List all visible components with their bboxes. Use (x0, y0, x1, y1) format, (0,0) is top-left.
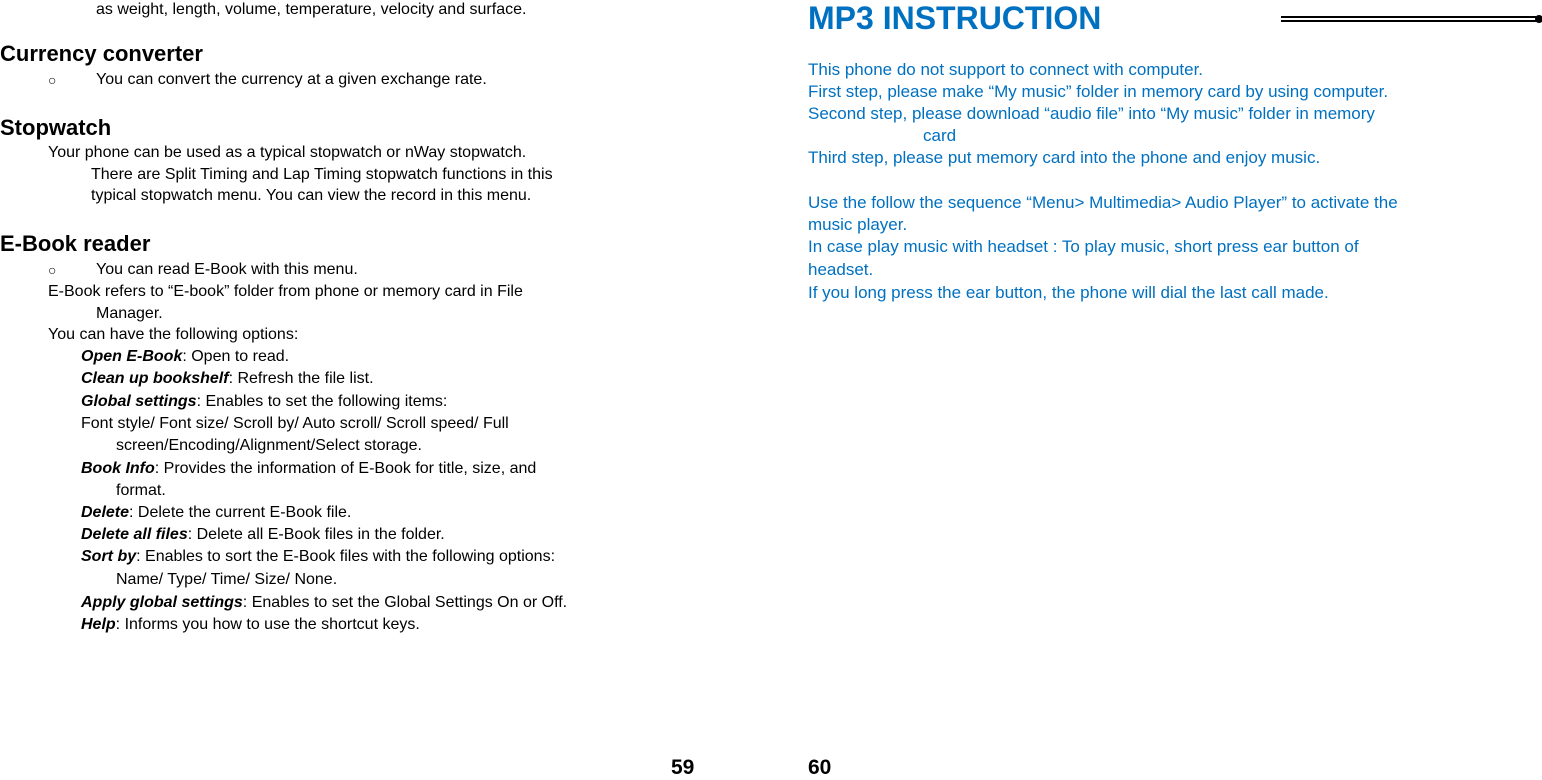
option-apply-global-settings: Apply global settings: Enables to set the Global Settings On or Off. (81, 594, 568, 611)
option-delete: Delete: Delete the current E-Book file. (81, 504, 352, 521)
option-delete-all-files: Delete all files: Delete all E-Book files in the folder. (81, 526, 445, 543)
mp3-line-7: music player. (808, 215, 908, 234)
mp3-line-5: Third step, please put memory card into the phone and enjoy music. (808, 148, 1321, 167)
stopwatch-line-1: Your phone can be used as a typical stopwatch or nWay stopwatch. (48, 144, 527, 161)
mp3-line-2: First step, please make “My music” folder in memory card by using computer. (808, 82, 1389, 101)
option-global-settings: Global settings: Enables to set the following items: (81, 393, 448, 410)
currency-bullet-text: You can convert the currency at a given exchange rate. (96, 71, 487, 88)
stopwatch-line-2: There are Split Timing and Lap Timing stopwatch functions in this (91, 166, 553, 183)
mp3-line-8: In case play music with headset : To play music, short press ear button of (808, 237, 1359, 256)
option-help: Help: Informs you how to use the shortcut keys. (81, 616, 420, 633)
mp3-line-1: This phone do not support to connect with computer. (808, 60, 1204, 79)
sort-by-continuation: Name/ Type/ Time/ Size/ None. (116, 571, 338, 588)
mp3-line-10: If you long press the ear button, the phone will dial the last call made. (808, 283, 1329, 302)
options-intro: You can have the following options: (48, 326, 299, 343)
mp3-line-3: Second step, please download “audio file” into “My music” folder in memory (808, 104, 1375, 123)
intro-line: as weight, length, volume, temperature, velocity and surface. (96, 1, 527, 18)
page-number-59: 59 (671, 756, 695, 779)
mp3-line-6: Use the follow the sequence “Menu> Multimedia> Audio Player” to activate the (808, 193, 1398, 212)
mp3-line-4: card (923, 126, 957, 145)
bullet-icon: ○ (48, 72, 57, 88)
ebook-bullet-text: You can read E-Book with this menu. (96, 261, 358, 278)
global-settings-items-line-2: screen/Encoding/Alignment/Select storage. (116, 437, 422, 454)
mp3-instruction-title: MP3 INSTRUCTION (808, 0, 1102, 36)
option-book-info: Book Info: Provides the information of E-Book for title, size, and (81, 460, 537, 477)
stopwatch-line-3: typical stopwatch menu. You can view the record in this menu. (91, 187, 532, 204)
option-sort-by: Sort by: Enables to sort the E-Book files with the following options: (81, 548, 556, 565)
left-page (0, 0, 760, 779)
mp3-line-9: headset. (808, 260, 874, 279)
global-settings-items-line-1: Font style/ Font size/ Scroll by/ Auto scroll/ Scroll speed/ Full (81, 415, 509, 432)
ebook-refers-line-1: E-Book refers to “E-book” folder from phone or memory card in File (48, 283, 523, 300)
rule-end-dot-icon (1535, 15, 1542, 23)
ebook-refers-line-2: Manager. (96, 305, 163, 322)
title-double-rule (1281, 16, 1537, 22)
ebook-reader-heading: E-Book reader (0, 231, 151, 256)
right-page (808, 0, 1542, 779)
option-open-ebook: Open E-Book: Open to read. (81, 348, 290, 365)
page-number-60: 60 (808, 756, 832, 779)
currency-converter-heading: Currency converter (0, 41, 203, 66)
book-info-continuation: format. (116, 482, 166, 499)
stopwatch-heading: Stopwatch (0, 115, 112, 140)
option-clean-up-bookshelf: Clean up bookshelf: Refresh the file list. (81, 370, 374, 387)
bullet-icon: ○ (48, 262, 57, 278)
